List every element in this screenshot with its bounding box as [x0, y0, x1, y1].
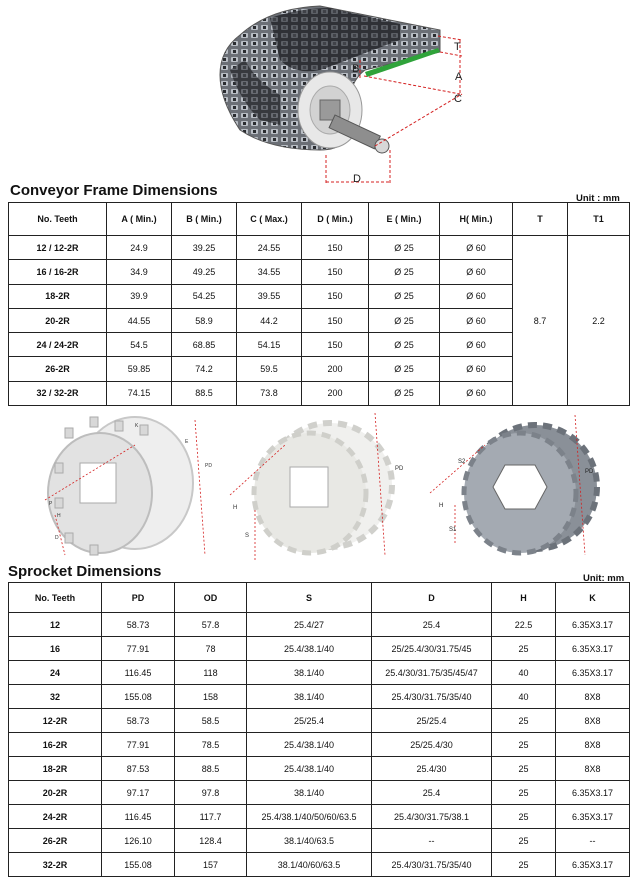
table-cell: 25/25.4 [247, 709, 372, 733]
table-cell: 25.4/30 [372, 757, 492, 781]
table-cell: 32-2R [9, 853, 102, 877]
table-cell: 12 / 12-2R [9, 236, 107, 260]
table-cell: 25.4/30/31.75/35/40 [372, 685, 492, 709]
table-cell: 38.1/40/63.5 [247, 829, 372, 853]
table-cell: 54.5 [107, 333, 172, 357]
table-cell: 8X8 [556, 733, 630, 757]
table-cell: Ø 25 [369, 357, 440, 381]
table-cell: 20-2R [9, 781, 102, 805]
frame-header-cell: H( Min.) [440, 203, 513, 236]
frame-header-cell: A ( Min.) [107, 203, 172, 236]
table-cell: Ø 60 [440, 357, 513, 381]
table-row [9, 757, 630, 781]
table-row [9, 781, 630, 805]
table-cell: 78 [175, 637, 247, 661]
label-S: S [245, 533, 250, 539]
table-cell: 25 [492, 853, 556, 877]
table-cell: 54.25 [172, 284, 237, 308]
table-cell: 8X8 [556, 709, 630, 733]
table-cell: -- [556, 829, 630, 853]
table-cell: 44.55 [107, 308, 172, 332]
table-cell: 97.17 [102, 781, 175, 805]
table-cell: 6.35X3.17 [556, 637, 630, 661]
table-row [9, 637, 630, 661]
table-cell: 25 [492, 829, 556, 853]
table-cell: 25 [492, 709, 556, 733]
table-cell: 6.35X3.17 [556, 661, 630, 685]
label-PD: PD [395, 466, 404, 472]
table-cell: 150 [302, 236, 369, 260]
table-cell: 78.5 [175, 733, 247, 757]
table-cell: 116.45 [102, 661, 175, 685]
table-cell: 20-2R [9, 308, 107, 332]
table-cell: 24 [9, 661, 102, 685]
table-cell: 39.25 [172, 236, 237, 260]
table-cell: 38.1/40 [247, 685, 372, 709]
table-cell: 158 [175, 685, 247, 709]
table-cell: 8X8 [556, 685, 630, 709]
table-cell: 25/25.4 [372, 709, 492, 733]
table-cell: 6.35X3.17 [556, 805, 630, 829]
table-cell: 24-2R [9, 805, 102, 829]
table-cell: 126.10 [102, 829, 175, 853]
table-row [9, 709, 630, 733]
table-cell: Ø 25 [369, 333, 440, 357]
table-cell: 38.1/40 [247, 781, 372, 805]
table-cell: 200 [302, 381, 369, 405]
table-cell: 150 [302, 284, 369, 308]
frame-header-cell: C ( Max.) [237, 203, 302, 236]
frame-header-cell: B ( Min.) [172, 203, 237, 236]
table-cell: 49.25 [172, 260, 237, 284]
table-row [9, 733, 630, 757]
table-cell: 157 [175, 853, 247, 877]
table-cell: Ø 25 [369, 381, 440, 405]
table-cell: 116.45 [102, 805, 175, 829]
table-cell: 25.4/30/31.75/35/40 [372, 853, 492, 877]
table-cell: 24.55 [237, 236, 302, 260]
label-D: D [55, 535, 59, 541]
frame-header-cell: T [513, 203, 568, 236]
frame-header-cell: D ( Min.) [302, 203, 369, 236]
table-cell: 25.4/38.1/40 [247, 637, 372, 661]
table-cell: 40 [492, 661, 556, 685]
table-cell: 25/25.4/30/31.75/45 [372, 637, 492, 661]
table-cell: 59.85 [107, 357, 172, 381]
table-cell: 12 [9, 613, 102, 637]
table-cell: Ø 60 [440, 308, 513, 332]
table-cell: 32 [9, 685, 102, 709]
frame-T1-value: 2.2 [568, 236, 630, 406]
table-cell: 58.73 [102, 613, 175, 637]
table-cell: 88.5 [175, 757, 247, 781]
table-cell: 39.9 [107, 284, 172, 308]
table-cell: 26-2R [9, 829, 102, 853]
table-cell: 34.55 [237, 260, 302, 284]
table-cell: 24 / 24-2R [9, 333, 107, 357]
table-cell: 73.8 [237, 381, 302, 405]
table-row [9, 685, 630, 709]
conveyor-illustration [200, 0, 480, 190]
table-cell: 54.15 [237, 333, 302, 357]
table-cell: 117.7 [175, 805, 247, 829]
table-cell: 128.4 [175, 829, 247, 853]
table-cell: Ø 25 [369, 284, 440, 308]
table-cell: 40 [492, 685, 556, 709]
table-cell: 58.73 [102, 709, 175, 733]
sprocket-header-cell: No. Teeth [9, 583, 102, 613]
table-cell: 6.35X3.17 [556, 613, 630, 637]
label-H: H [57, 513, 61, 519]
table-cell: 44.2 [237, 308, 302, 332]
table-cell: 88.5 [172, 381, 237, 405]
table-row [9, 236, 630, 260]
sprocket-illustration-middle [225, 405, 415, 565]
table-cell: 87.53 [102, 757, 175, 781]
table-cell: 25.4/27 [247, 613, 372, 637]
label-B: B [352, 63, 360, 75]
sprocket-illustration-right [425, 405, 620, 565]
table-cell: 59.5 [237, 357, 302, 381]
label-C: C [454, 93, 462, 105]
sprocket-header-row [9, 583, 630, 613]
table-cell: 24.9 [107, 236, 172, 260]
table-cell: 25.4/38.1/40/50/60/63.5 [247, 805, 372, 829]
frame-header-cell: E ( Min.) [369, 203, 440, 236]
table-cell: 25.4/30/31.75/35/45/47 [372, 661, 492, 685]
label-H: H [233, 505, 238, 511]
table-row [9, 661, 630, 685]
label-E: E [185, 439, 189, 445]
table-cell: 25 [492, 805, 556, 829]
label-PD: PD [205, 463, 212, 469]
label-T: T [454, 41, 461, 53]
table-cell: 25.4 [372, 781, 492, 805]
table-cell: 25 [492, 637, 556, 661]
table-cell: 118 [175, 661, 247, 685]
label-H: H [439, 503, 444, 509]
sprocket-unit: Unit: mm [583, 573, 625, 584]
table-cell: 155.08 [102, 685, 175, 709]
label-K: K [135, 423, 139, 429]
frame-header-row [9, 203, 630, 236]
frame-unit: Unit : mm [576, 193, 620, 204]
table-cell: 58.9 [172, 308, 237, 332]
table-cell: Ø 60 [440, 333, 513, 357]
table-cell: 97.8 [175, 781, 247, 805]
table-cell: 6.35X3.17 [556, 781, 630, 805]
table-cell: 25.4/30/31.75/38.1 [372, 805, 492, 829]
table-cell: Ø 60 [440, 260, 513, 284]
table-cell: 150 [302, 260, 369, 284]
sprocket-header-cell: H [492, 583, 556, 613]
label-S2: S2 [458, 459, 466, 465]
table-cell: Ø 60 [440, 284, 513, 308]
table-cell: 57.8 [175, 613, 247, 637]
table-cell: 155.08 [102, 853, 175, 877]
sprocket-header-cell: S [247, 583, 372, 613]
table-cell: 68.85 [172, 333, 237, 357]
label-D: D [353, 173, 361, 185]
sprocket-header-cell: D [372, 583, 492, 613]
table-cell: 25.4 [372, 613, 492, 637]
table-cell: 16-2R [9, 733, 102, 757]
table-cell: Ø 25 [369, 236, 440, 260]
frame-T-value: 8.7 [513, 236, 568, 406]
table-cell: 77.91 [102, 637, 175, 661]
table-cell: -- [372, 829, 492, 853]
table-cell: Ø 60 [440, 381, 513, 405]
frame-table [8, 202, 630, 406]
table-cell: 38.1/40/60/63.5 [247, 853, 372, 877]
table-cell: Ø 60 [440, 236, 513, 260]
table-cell: Ø 25 [369, 308, 440, 332]
table-cell: 22.5 [492, 613, 556, 637]
sprocket-table [8, 582, 630, 877]
sprocket-header-cell: K [556, 583, 630, 613]
label-P: P [49, 501, 53, 507]
table-cell: 150 [302, 308, 369, 332]
frame-header-cell: T1 [568, 203, 630, 236]
table-cell: 16 [9, 637, 102, 661]
table-cell: 8X8 [556, 757, 630, 781]
table-cell: 25.4/38.1/40 [247, 733, 372, 757]
table-cell: 200 [302, 357, 369, 381]
table-cell: 16 / 16-2R [9, 260, 107, 284]
label-S1: S1 [449, 527, 457, 533]
table-cell: 58.5 [175, 709, 247, 733]
label-A: A [455, 71, 463, 83]
table-cell: 74.15 [107, 381, 172, 405]
table-row [9, 829, 630, 853]
table-cell: 25.4/38.1/40 [247, 757, 372, 781]
table-cell: 74.2 [172, 357, 237, 381]
table-cell: 18-2R [9, 757, 102, 781]
table-row [9, 805, 630, 829]
sprocket-title: Sprocket Dimensions [8, 563, 162, 580]
table-cell: 77.91 [102, 733, 175, 757]
table-row [9, 853, 630, 877]
table-cell: 34.9 [107, 260, 172, 284]
table-cell: 25 [492, 757, 556, 781]
frame-header-cell: No. Teeth [9, 203, 107, 236]
table-row [9, 613, 630, 637]
sprocket-header-cell: OD [175, 583, 247, 613]
table-cell: Ø 25 [369, 260, 440, 284]
frame-title: Conveyor Frame Dimensions [10, 182, 218, 199]
table-cell: 38.1/40 [247, 661, 372, 685]
table-cell: 25/25.4/30 [372, 733, 492, 757]
table-cell: 26-2R [9, 357, 107, 381]
table-cell: 32 / 32-2R [9, 381, 107, 405]
table-cell: 25 [492, 733, 556, 757]
table-cell: 6.35X3.17 [556, 853, 630, 877]
table-cell: 25 [492, 781, 556, 805]
table-cell: 39.55 [237, 284, 302, 308]
table-cell: 150 [302, 333, 369, 357]
table-cell: 18-2R [9, 284, 107, 308]
label-PD: PD [585, 469, 594, 475]
sprocket-illustration-left [35, 405, 220, 560]
table-cell: 12-2R [9, 709, 102, 733]
sprocket-header-cell: PD [102, 583, 175, 613]
